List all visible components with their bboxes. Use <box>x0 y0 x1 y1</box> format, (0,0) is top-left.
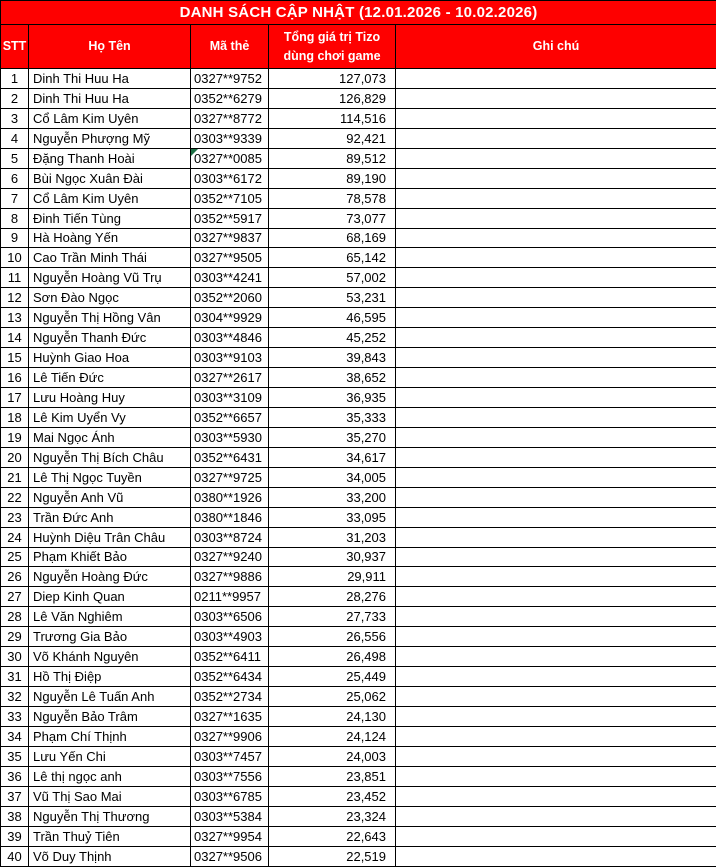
name-cell[interactable]: Lê thị ngọc anh <box>29 766 191 786</box>
note-cell[interactable] <box>396 647 716 667</box>
total-cell[interactable]: 36,935 <box>269 388 396 408</box>
table-row <box>1 407 716 427</box>
note-cell[interactable] <box>396 567 716 587</box>
name-cell[interactable]: Lê Kim Uyển Vy <box>29 407 191 427</box>
total-cell[interactable]: 35,333 <box>269 407 396 427</box>
total-cell[interactable]: 38,652 <box>269 368 396 388</box>
column-header-stt: STT <box>1 25 29 69</box>
card-cell[interactable]: 0303**9103 <box>191 348 269 368</box>
table-row <box>1 507 716 527</box>
table-row <box>1 726 716 746</box>
stt-cell[interactable]: 14 <box>1 328 29 348</box>
name-cell[interactable]: Nguyễn Thị Bích Châu <box>29 447 191 467</box>
note-cell[interactable] <box>396 846 716 866</box>
stt-cell[interactable]: 1 <box>1 69 29 89</box>
table-row <box>1 746 716 766</box>
table-row <box>1 88 716 108</box>
total-cell[interactable]: 30,937 <box>269 547 396 567</box>
note-cell[interactable] <box>396 69 716 89</box>
card-cell[interactable]: 0303**4846 <box>191 328 269 348</box>
total-cell[interactable]: 23,452 <box>269 786 396 806</box>
name-cell[interactable]: Cao Trần Minh Thái <box>29 248 191 268</box>
table-row <box>1 547 716 567</box>
card-cell[interactable]: 0352**5917 <box>191 208 269 228</box>
note-cell[interactable] <box>396 388 716 408</box>
table-row <box>1 707 716 727</box>
table-row <box>1 228 716 248</box>
note-cell[interactable] <box>396 208 716 228</box>
total-cell[interactable]: 57,002 <box>269 268 396 288</box>
total-cell[interactable]: 26,556 <box>269 627 396 647</box>
note-cell[interactable] <box>396 467 716 487</box>
stt-cell[interactable]: 21 <box>1 467 29 487</box>
table-row <box>1 846 716 866</box>
note-cell[interactable] <box>396 786 716 806</box>
total-cell[interactable]: 126,829 <box>269 88 396 108</box>
card-cell[interactable]: 0303**7556 <box>191 766 269 786</box>
note-cell[interactable] <box>396 726 716 746</box>
name-cell[interactable]: Nguyễn Thị Hồng Vân <box>29 308 191 328</box>
table-row <box>1 348 716 368</box>
name-cell[interactable]: Huỳnh Diệu Trân Châu <box>29 527 191 547</box>
name-cell[interactable]: Sơn Đào Ngọc <box>29 288 191 308</box>
total-cell[interactable]: 89,190 <box>269 168 396 188</box>
note-cell[interactable] <box>396 826 716 846</box>
name-cell[interactable]: Hà Hoàng Yến <box>29 228 191 248</box>
card-cell[interactable]: 0303**4903 <box>191 627 269 647</box>
table-row <box>1 527 716 547</box>
note-cell[interactable] <box>396 527 716 547</box>
card-cell[interactable]: 0327**9506 <box>191 846 269 866</box>
stt-cell[interactable]: 34 <box>1 726 29 746</box>
card-cell[interactable]: 0303**5384 <box>191 806 269 826</box>
name-cell[interactable]: Nguyễn Thanh Đức <box>29 328 191 348</box>
name-cell[interactable]: Mai Ngọc Ánh <box>29 427 191 447</box>
stt-cell[interactable]: 12 <box>1 288 29 308</box>
stt-cell[interactable]: 11 <box>1 268 29 288</box>
card-cell[interactable]: 0303**7457 <box>191 746 269 766</box>
note-cell[interactable] <box>396 248 716 268</box>
name-cell[interactable]: Nguyễn Bảo Trâm <box>29 707 191 727</box>
stt-cell[interactable]: 8 <box>1 208 29 228</box>
table-row <box>1 786 716 806</box>
column-header-total <box>269 25 396 69</box>
stt-cell[interactable]: 30 <box>1 647 29 667</box>
note-cell[interactable] <box>396 348 716 368</box>
note-cell[interactable] <box>396 168 716 188</box>
stt-cell[interactable]: 40 <box>1 846 29 866</box>
note-cell[interactable] <box>396 188 716 208</box>
stt-cell[interactable]: 10 <box>1 248 29 268</box>
card-cell[interactable]: 0352**7105 <box>191 188 269 208</box>
note-cell[interactable] <box>396 687 716 707</box>
name-cell[interactable]: Hồ Thị Điệp <box>29 667 191 687</box>
table-row <box>1 108 716 128</box>
card-cell[interactable]: 0327**9954 <box>191 826 269 846</box>
stt-cell[interactable]: 4 <box>1 128 29 148</box>
note-cell[interactable] <box>396 268 716 288</box>
stt-cell[interactable]: 31 <box>1 667 29 687</box>
table-row <box>1 687 716 707</box>
card-cell[interactable]: 0303**6785 <box>191 786 269 806</box>
table-row <box>1 826 716 846</box>
total-cell[interactable]: 33,095 <box>269 507 396 527</box>
name-cell[interactable]: Phạm Chí Thịnh <box>29 726 191 746</box>
total-cell[interactable]: 92,421 <box>269 128 396 148</box>
card-cell[interactable]: 0327**9725 <box>191 467 269 487</box>
total-cell[interactable]: 25,449 <box>269 667 396 687</box>
total-cell[interactable]: 22,519 <box>269 846 396 866</box>
card-cell[interactable]: 0327**9886 <box>191 567 269 587</box>
note-cell[interactable] <box>396 308 716 328</box>
table-row <box>1 268 716 288</box>
column-header-note: Ghi chú <box>396 25 716 69</box>
table-row <box>1 248 716 268</box>
note-cell[interactable] <box>396 607 716 627</box>
table-row <box>1 766 716 786</box>
table-row <box>1 567 716 587</box>
card-cell[interactable]: 0327**9906 <box>191 726 269 746</box>
total-cell[interactable]: 65,142 <box>269 248 396 268</box>
note-cell[interactable] <box>396 707 716 727</box>
total-cell[interactable]: 26,498 <box>269 647 396 667</box>
card-cell[interactable]: 0327**8772 <box>191 108 269 128</box>
card-cell[interactable]: 0327**9837 <box>191 228 269 248</box>
card-cell[interactable]: 0327**9505 <box>191 248 269 268</box>
column-header-name: Họ Tên <box>29 25 191 69</box>
stt-cell[interactable]: 20 <box>1 447 29 467</box>
card-cell[interactable]: 0303**3109 <box>191 388 269 408</box>
note-cell[interactable] <box>396 627 716 647</box>
name-cell[interactable]: Diep Kinh Quan <box>29 587 191 607</box>
name-cell[interactable]: Nguyễn Thị Thương <box>29 806 191 826</box>
column-header-row <box>1 25 716 69</box>
note-cell[interactable] <box>396 507 716 527</box>
total-cell[interactable]: 114,516 <box>269 108 396 128</box>
total-cell[interactable]: 89,512 <box>269 148 396 168</box>
name-cell[interactable]: Dinh Thi Huu Ha <box>29 88 191 108</box>
name-cell[interactable]: Nguyễn Lê Tuấn Anh <box>29 687 191 707</box>
column-header-total-line1: Tổng giá trị Tizo <box>284 30 380 44</box>
name-cell[interactable]: Lê Thị Ngọc Tuyền <box>29 467 191 487</box>
total-cell[interactable]: 24,124 <box>269 726 396 746</box>
total-cell[interactable]: 24,130 <box>269 707 396 727</box>
stt-cell[interactable]: 22 <box>1 487 29 507</box>
note-cell[interactable] <box>396 407 716 427</box>
name-cell[interactable]: Cổ Lâm Kim Uyên <box>29 108 191 128</box>
stt-cell[interactable]: 36 <box>1 766 29 786</box>
stt-cell[interactable]: 35 <box>1 746 29 766</box>
total-cell[interactable]: 23,851 <box>269 766 396 786</box>
table-row <box>1 308 716 328</box>
card-cell[interactable]: 0211**9957 <box>191 587 269 607</box>
table-row <box>1 467 716 487</box>
stt-cell[interactable]: 37 <box>1 786 29 806</box>
name-cell[interactable]: Võ Khánh Nguyên <box>29 647 191 667</box>
note-cell[interactable] <box>396 368 716 388</box>
name-cell[interactable]: Nguyễn Hoàng Vũ Trụ <box>29 268 191 288</box>
total-cell[interactable]: 73,077 <box>269 208 396 228</box>
table-row <box>1 587 716 607</box>
card-cell[interactable]: 0352**6657 <box>191 407 269 427</box>
note-cell[interactable] <box>396 148 716 168</box>
card-cell[interactable]: 0303**5930 <box>191 427 269 447</box>
name-cell[interactable]: Lưu Yến Chi <box>29 746 191 766</box>
stt-cell[interactable]: 13 <box>1 308 29 328</box>
card-cell[interactable]: 0303**8724 <box>191 527 269 547</box>
table-row <box>1 388 716 408</box>
card-cell[interactable]: 0304**9929 <box>191 308 269 328</box>
name-cell[interactable]: Võ Duy Thịnh <box>29 846 191 866</box>
table-row <box>1 607 716 627</box>
table-row <box>1 69 716 89</box>
note-cell[interactable] <box>396 447 716 467</box>
total-cell[interactable]: 22,643 <box>269 826 396 846</box>
stt-cell[interactable]: 18 <box>1 407 29 427</box>
name-cell[interactable]: Nguyễn Hoàng Đức <box>29 567 191 587</box>
note-cell[interactable] <box>396 547 716 567</box>
total-cell[interactable]: 45,252 <box>269 328 396 348</box>
table-row <box>1 208 716 228</box>
name-cell[interactable]: Trương Gia Bảo <box>29 627 191 647</box>
table-row <box>1 328 716 348</box>
card-cell[interactable]: 0352**6411 <box>191 647 269 667</box>
note-cell[interactable] <box>396 108 716 128</box>
name-cell[interactable]: Phạm Khiết Bảo <box>29 547 191 567</box>
table-row <box>1 647 716 667</box>
total-cell[interactable]: 31,203 <box>269 527 396 547</box>
card-cell[interactable]: 0380**1846 <box>191 507 269 527</box>
table-row <box>1 427 716 447</box>
total-cell[interactable]: 28,276 <box>269 587 396 607</box>
name-cell[interactable]: Lưu Hoàng Huy <box>29 388 191 408</box>
name-cell[interactable]: Đinh Tiến Tùng <box>29 208 191 228</box>
total-cell[interactable]: 127,073 <box>269 69 396 89</box>
name-cell[interactable]: Bùi Ngọc Xuân Đài <box>29 168 191 188</box>
table-body <box>1 69 716 867</box>
stt-cell[interactable]: 39 <box>1 826 29 846</box>
total-cell[interactable]: 33,200 <box>269 487 396 507</box>
stt-cell[interactable]: 27 <box>1 587 29 607</box>
note-cell[interactable] <box>396 746 716 766</box>
card-cell[interactable]: 0303**4241 <box>191 268 269 288</box>
column-header-total-line2: dùng chơi game <box>283 49 380 63</box>
total-cell[interactable]: 53,231 <box>269 288 396 308</box>
stt-cell[interactable]: 25 <box>1 547 29 567</box>
table-row <box>1 288 716 308</box>
total-cell[interactable]: 35,270 <box>269 427 396 447</box>
title-row <box>1 1 716 25</box>
name-cell[interactable]: Lê Tiến Đức <box>29 368 191 388</box>
total-cell[interactable]: 78,578 <box>269 188 396 208</box>
card-cell[interactable]: 0303**6172 <box>191 168 269 188</box>
total-cell[interactable]: 23,324 <box>269 806 396 826</box>
note-cell[interactable] <box>396 667 716 687</box>
note-cell[interactable] <box>396 128 716 148</box>
card-cell[interactable]: 0303**6506 <box>191 607 269 627</box>
stt-cell[interactable]: 5 <box>1 148 29 168</box>
stt-cell[interactable]: 26 <box>1 567 29 587</box>
total-cell[interactable]: 46,595 <box>269 308 396 328</box>
stt-cell[interactable]: 29 <box>1 627 29 647</box>
card-cell[interactable]: 0327**1635 <box>191 707 269 727</box>
total-cell[interactable]: 34,617 <box>269 447 396 467</box>
stt-cell[interactable]: 6 <box>1 168 29 188</box>
cell-error-indicator-icon <box>191 149 198 156</box>
note-cell[interactable] <box>396 806 716 826</box>
table-row <box>1 128 716 148</box>
name-cell[interactable]: Cổ Lâm Kim Uyên <box>29 188 191 208</box>
name-cell[interactable]: Huỳnh Giao Hoa <box>29 348 191 368</box>
stt-cell[interactable]: 7 <box>1 188 29 208</box>
stt-cell[interactable]: 16 <box>1 368 29 388</box>
note-cell[interactable] <box>396 228 716 248</box>
stt-cell[interactable]: 24 <box>1 527 29 547</box>
card-cell[interactable]: 0352**6431 <box>191 447 269 467</box>
total-cell[interactable]: 24,003 <box>269 746 396 766</box>
total-cell[interactable]: 25,062 <box>269 687 396 707</box>
total-cell[interactable]: 29,911 <box>269 567 396 587</box>
table-row <box>1 667 716 687</box>
total-cell[interactable]: 39,843 <box>269 348 396 368</box>
note-cell[interactable] <box>396 288 716 308</box>
stt-cell[interactable]: 32 <box>1 687 29 707</box>
table-row <box>1 188 716 208</box>
name-cell[interactable]: Trần Thuỷ Tiên <box>29 826 191 846</box>
name-cell[interactable]: Nguyễn Anh Vũ <box>29 487 191 507</box>
table-row <box>1 168 716 188</box>
table-row <box>1 447 716 467</box>
note-cell[interactable] <box>396 587 716 607</box>
card-cell[interactable]: 0327**0085 <box>191 148 269 168</box>
total-cell[interactable]: 27,733 <box>269 607 396 627</box>
table-row <box>1 487 716 507</box>
name-cell[interactable]: Nguyễn Phượng Mỹ <box>29 128 191 148</box>
name-cell[interactable]: Dinh Thi Huu Ha <box>29 69 191 89</box>
table-row <box>1 806 716 826</box>
table-row <box>1 368 716 388</box>
note-cell[interactable] <box>396 88 716 108</box>
note-cell[interactable] <box>396 328 716 348</box>
note-cell[interactable] <box>396 487 716 507</box>
stt-cell[interactable]: 15 <box>1 348 29 368</box>
stt-cell[interactable]: 2 <box>1 88 29 108</box>
name-cell[interactable]: Trần Đức Anh <box>29 507 191 527</box>
card-cell[interactable]: 0380**1926 <box>191 487 269 507</box>
card-cell[interactable]: 0352**2734 <box>191 687 269 707</box>
note-cell[interactable] <box>396 766 716 786</box>
stt-cell[interactable]: 17 <box>1 388 29 408</box>
stt-cell[interactable]: 33 <box>1 707 29 727</box>
column-header-card: Mã thẻ <box>191 25 269 69</box>
table-row <box>1 148 716 168</box>
stt-cell[interactable]: 9 <box>1 228 29 248</box>
card-cell[interactable]: 0352**6279 <box>191 88 269 108</box>
total-cell[interactable]: 68,169 <box>269 228 396 248</box>
stt-cell[interactable]: 3 <box>1 108 29 128</box>
name-cell[interactable]: Vũ Thị Sao Mai <box>29 786 191 806</box>
card-cell[interactable]: 0327**9240 <box>191 547 269 567</box>
card-cell[interactable]: 0327**9752 <box>191 69 269 89</box>
page-title: DANH SÁCH CẬP NHẬT (12.01.2026 - 10.02.2026) <box>1 1 716 25</box>
total-cell[interactable]: 34,005 <box>269 467 396 487</box>
name-cell[interactable]: Lê Văn Nghiêm <box>29 607 191 627</box>
card-cell[interactable]: 0352**2060 <box>191 288 269 308</box>
card-cell[interactable]: 0303**9339 <box>191 128 269 148</box>
note-cell[interactable] <box>396 427 716 447</box>
card-cell[interactable]: 0352**6434 <box>191 667 269 687</box>
stt-cell[interactable]: 19 <box>1 427 29 447</box>
table-row <box>1 627 716 647</box>
stt-cell[interactable]: 38 <box>1 806 29 826</box>
stt-cell[interactable]: 23 <box>1 507 29 527</box>
stt-cell[interactable]: 28 <box>1 607 29 627</box>
name-cell[interactable]: Đặng Thanh Hoài <box>29 148 191 168</box>
card-cell[interactable]: 0327**2617 <box>191 368 269 388</box>
